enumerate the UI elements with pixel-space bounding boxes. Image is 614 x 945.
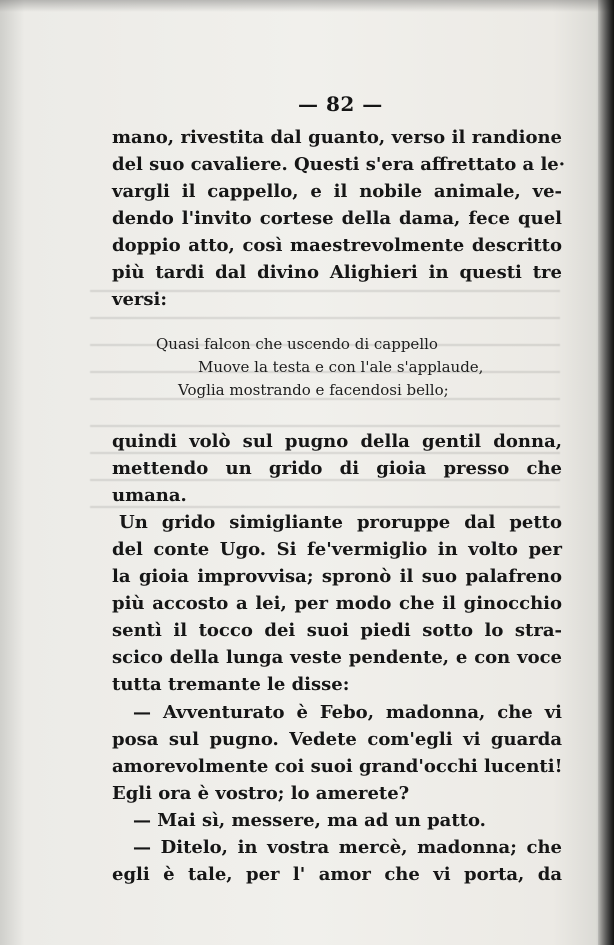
spine-shadow — [598, 0, 614, 945]
text-line-7: versi: — [112, 289, 168, 310]
page-number: — 82 — — [298, 92, 383, 116]
text-line-2: del suo cavaliere. Questi s'era affrettato a le· — [112, 154, 565, 175]
text-line-16: scico della lunga veste pendente, e con voce — [112, 647, 562, 668]
text-line-20: amorevolmente coi suoi grand'occhi lucenti! — [112, 756, 563, 777]
text-line-10: umana. — [112, 485, 187, 506]
text-line-18: — Avventurato è Febo, madonna, che vi — [133, 702, 562, 723]
verse-line-1: Quasi falcon che uscendo di cappello — [156, 335, 438, 353]
text-line-17: tutta tremante le disse: — [112, 674, 350, 695]
text-line-23: — Ditelo, in vostra mercè, madonna; che — [133, 837, 562, 858]
text-line-24: egli è tale, per l' amor che vi porta, da — [112, 864, 562, 885]
verse-line-2: Muove la testa e con l'ale s'applaude, — [198, 358, 484, 376]
top-shadow — [0, 0, 614, 12]
text-line-4: dendo l'invito cortese della dama, fece quel — [112, 208, 562, 229]
text-line-8: quindi volò sul pugno della gentil donna, — [112, 431, 562, 452]
text-line-12: del conte Ugo. Si fe'vermiglio in volto per — [112, 539, 562, 560]
text-line-14: più accosto a lei, per modo che il ginocchio — [112, 593, 562, 614]
text-line-15: sentì il tocco dei suoi piedi sotto lo stra- — [112, 620, 562, 641]
text-line-6: più tardi dal divino Alighieri in questi tre — [112, 262, 562, 283]
text-line-19: posa sul pugno. Vedete com'egli vi guarda — [112, 729, 562, 750]
text-line-13: la gioia improvvisa; spronò il suo palafreno — [112, 566, 562, 587]
text-line-11: Un grido simigliante proruppe dal petto — [119, 512, 562, 533]
text-line-3: vargli il cappello, e il nobile animale, ve- — [112, 181, 562, 202]
text-line-5: doppio atto, così maestrevolmente descritto — [112, 235, 562, 256]
text-line-22: — Mai sì, messere, ma ad un patto. — [133, 810, 486, 831]
text-line-21: Egli ora è vostro; lo amerete? — [112, 783, 410, 804]
text-line-9: mettendo un grido di gioia presso che — [112, 458, 562, 479]
verse-line-3: Voglia mostrando e facendosi bello; — [178, 381, 449, 399]
text-line-1: mano, rivestita dal guanto, verso il randione — [112, 127, 562, 148]
